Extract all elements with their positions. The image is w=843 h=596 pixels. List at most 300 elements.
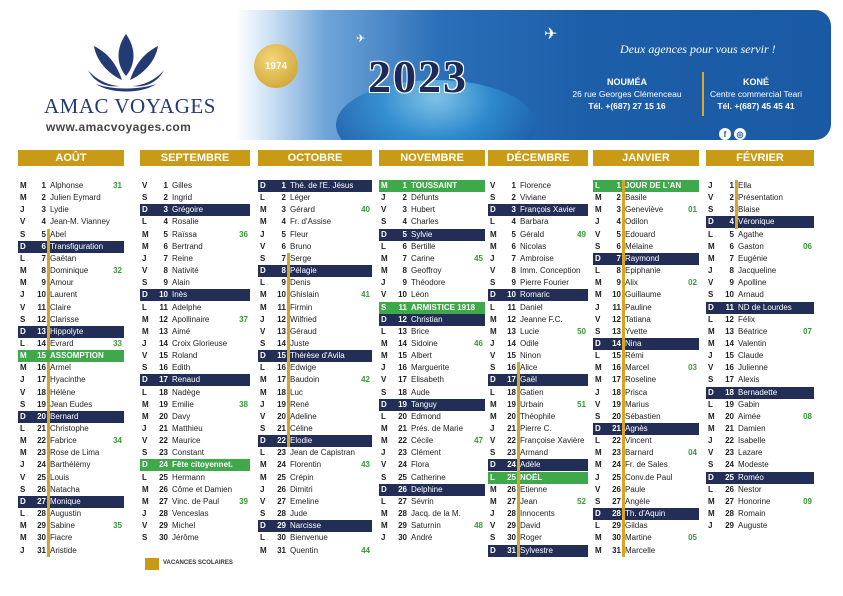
day-row: [258, 374, 372, 386]
day-row: [706, 314, 814, 326]
day-row: [140, 374, 250, 386]
day-row: [258, 229, 372, 241]
day-row: [488, 423, 588, 435]
day-row: [593, 338, 699, 350]
day-number: 5: [729, 229, 734, 239]
weekday-letter: L: [708, 484, 713, 494]
day-number: 29: [725, 521, 734, 531]
saint-name: Denis: [290, 278, 311, 288]
day-number: 11: [612, 302, 621, 312]
weekday-letter: V: [490, 521, 496, 531]
weekday-letter: D: [142, 205, 148, 215]
weekday-letter: M: [260, 302, 267, 312]
day-row: [258, 459, 372, 471]
weekday-letter: D: [20, 411, 26, 421]
day-row: [140, 180, 250, 192]
day-row: [706, 447, 814, 459]
weekday-letter: M: [260, 205, 267, 215]
day-row: [258, 253, 372, 265]
day-number: 30: [37, 533, 46, 543]
week-number: 46: [474, 338, 483, 348]
weekday-letter: S: [381, 302, 387, 312]
saint-name: Léon: [411, 290, 429, 300]
calendar-year: 2023: [368, 51, 468, 102]
week-number: 39: [239, 496, 248, 506]
saint-name: Bienvenue: [290, 533, 328, 543]
weekday-letter: V: [142, 266, 148, 276]
weekday-letter: V: [260, 411, 266, 421]
weekday-letter: L: [708, 314, 713, 324]
day-number: 31: [37, 545, 46, 555]
saint-name: Charles: [411, 217, 439, 227]
day-row: [18, 472, 124, 484]
day-row: [18, 314, 124, 326]
saint-name: Hubert: [411, 205, 436, 215]
day-row: [140, 399, 250, 411]
day-row: [140, 387, 250, 399]
weekday-letter: V: [381, 205, 387, 215]
weekday-letter: M: [708, 424, 715, 433]
saint-name: Côme et Damien: [172, 484, 233, 494]
weekday-letter: M: [708, 509, 715, 519]
weekday-letter: D: [708, 387, 714, 397]
week-number: 37: [239, 314, 248, 324]
weekday-letter: D: [260, 521, 266, 531]
saint-name: Fiacre: [50, 533, 73, 543]
day-row: [379, 326, 485, 338]
weekday-letter: S: [490, 193, 496, 203]
saint-name: Saturnin: [411, 521, 441, 531]
weekday-letter: V: [708, 278, 714, 288]
day-row: [593, 508, 699, 520]
office-phone: Tél. +(687) 27 15 16: [588, 101, 666, 111]
day-row: [379, 459, 485, 471]
school-holiday-bar: [622, 180, 625, 557]
weekday-letter: J: [490, 424, 495, 433]
day-number: 18: [159, 387, 168, 397]
saint-name: Michel: [172, 521, 196, 531]
day-number: 18: [507, 387, 516, 397]
saint-name: Albert: [411, 351, 432, 361]
weekday-letter: J: [260, 229, 265, 239]
day-number: 24: [159, 460, 168, 470]
week-number: 52: [577, 496, 586, 506]
saint-name: Edouard: [625, 229, 656, 239]
day-row: [488, 180, 588, 192]
month-header: NOVEMBRE: [379, 150, 485, 166]
weekday-letter: V: [595, 314, 601, 324]
saint-name: Brice: [411, 326, 430, 336]
day-row: [140, 459, 250, 471]
day-number: 21: [612, 424, 621, 433]
weekday-letter: D: [260, 266, 266, 276]
weekday-letter: J: [381, 193, 386, 203]
day-number: 7: [281, 253, 286, 263]
saint-name: Marcel: [625, 363, 650, 373]
day-number: 2: [41, 193, 46, 203]
weekday-letter: M: [260, 545, 267, 555]
day-number: 3: [616, 205, 621, 215]
day-row: [140, 447, 250, 459]
weekday-letter: M: [260, 387, 267, 397]
day-number: 17: [612, 375, 621, 385]
weekday-letter: M: [595, 448, 602, 458]
weekday-letter: S: [490, 363, 496, 373]
day-row: [593, 229, 699, 241]
day-row: [593, 411, 699, 423]
weekday-letter: M: [708, 253, 715, 263]
day-number: 6: [402, 241, 407, 251]
day-row: [140, 532, 250, 544]
day-number: 3: [281, 205, 286, 215]
weekday-letter: L: [260, 363, 265, 373]
saint-name: Gaston: [738, 241, 764, 251]
day-number: 6: [616, 241, 621, 251]
day-row: [379, 532, 485, 544]
saint-name: Céline: [290, 424, 313, 433]
day-row: [488, 229, 588, 241]
weekday-letter: D: [595, 424, 601, 433]
day-number: 30: [612, 533, 621, 543]
saint-name: Ella: [738, 181, 752, 190]
day-number: 12: [159, 314, 168, 324]
day-number: 13: [277, 326, 286, 336]
saint-name: André: [411, 533, 433, 543]
day-row: [258, 484, 372, 496]
day-row: [18, 326, 124, 338]
day-row: [488, 496, 588, 508]
weekday-letter: J: [595, 217, 600, 227]
saint-name: Julien Eymard: [50, 193, 101, 203]
saint-name: Pauline: [625, 302, 652, 312]
day-number: 22: [612, 436, 621, 446]
saint-name: Vinc. de Paul: [172, 496, 219, 506]
day-row: [706, 241, 814, 253]
day-number: 20: [612, 411, 621, 421]
day-row: [140, 302, 250, 314]
week-number: 32: [113, 266, 122, 276]
weekday-letter: J: [20, 290, 25, 300]
day-row: [140, 520, 250, 532]
day-number: 13: [398, 326, 407, 336]
saint-name: Elodie: [290, 436, 313, 446]
weekday-letter: L: [381, 496, 386, 506]
saint-name: Agnès: [625, 424, 648, 433]
saint-name: Laurent: [50, 290, 78, 300]
day-row: [706, 338, 814, 350]
week-number: 06: [803, 241, 812, 251]
week-number: 50: [577, 326, 586, 336]
day-number: 23: [507, 448, 516, 458]
day-row: [140, 423, 250, 435]
day-row: [140, 241, 250, 253]
day-number: 16: [725, 363, 734, 373]
day-number: 21: [37, 424, 46, 433]
office-name: NOUMÉA: [607, 77, 647, 87]
saint-name: Emeline: [290, 496, 319, 506]
day-number: 4: [729, 217, 734, 227]
saint-name: Delphine: [411, 484, 443, 494]
day-number: 22: [159, 436, 168, 446]
weekday-letter: V: [381, 290, 387, 300]
saint-name: Geoffroy: [411, 266, 442, 276]
week-number: 31: [113, 181, 122, 190]
saint-name: Evrard: [50, 338, 74, 348]
weekday-letter: J: [595, 302, 600, 312]
weekday-letter: L: [595, 181, 600, 190]
day-number: 5: [511, 229, 516, 239]
day-row: [18, 520, 124, 532]
day-number: 23: [398, 448, 407, 458]
saint-name: Daniel: [520, 302, 543, 312]
day-row: [258, 532, 372, 544]
weekday-letter: V: [260, 241, 266, 251]
weekday-letter: S: [142, 363, 148, 373]
day-number: 15: [159, 351, 168, 361]
weekday-letter: M: [20, 181, 27, 190]
day-number: 3: [163, 205, 168, 215]
day-number: 13: [725, 326, 734, 336]
day-row: [379, 180, 485, 192]
saint-name: Gatien: [520, 387, 544, 397]
saint-name: Hélène: [50, 387, 76, 397]
day-row: [379, 520, 485, 532]
saint-name: Quentin: [290, 545, 319, 555]
day-row: [18, 204, 124, 216]
day-row: [593, 374, 699, 386]
day-number: 1: [163, 181, 168, 190]
saint-name: Grégoire: [172, 205, 204, 215]
day-number: 1: [616, 181, 621, 190]
week-number: 41: [361, 290, 370, 300]
week-number: 09: [803, 496, 812, 506]
day-row: [18, 532, 124, 544]
weekday-letter: M: [595, 363, 602, 373]
weekday-letter: S: [381, 387, 387, 397]
weekday-letter: J: [20, 205, 25, 215]
weekday-letter: D: [595, 338, 601, 348]
saint-name: Luc: [290, 387, 303, 397]
day-number: 9: [163, 278, 168, 288]
day-row: [488, 277, 588, 289]
day-row: [488, 472, 588, 484]
weekday-letter: M: [260, 472, 267, 482]
day-row: [258, 435, 372, 447]
saint-name: Epiphanie: [625, 266, 661, 276]
day-row: [379, 192, 485, 204]
day-row: [258, 204, 372, 216]
saint-name: Florentin: [290, 460, 322, 470]
saint-name: Jean Eudes: [50, 399, 93, 409]
day-number: 7: [163, 253, 168, 263]
saint-name: Blaise: [738, 205, 760, 215]
day-row: [593, 399, 699, 411]
weekday-letter: V: [595, 229, 601, 239]
day-number: 19: [37, 399, 46, 409]
weekday-letter: V: [708, 448, 714, 458]
day-number: 5: [281, 229, 286, 239]
day-number: 21: [507, 424, 516, 433]
day-row: [258, 545, 372, 557]
day-row: [706, 496, 814, 508]
weekday-letter: V: [490, 351, 496, 361]
weekday-letter: M: [142, 399, 149, 409]
header-banner: [16, 10, 831, 140]
weekday-letter: M: [708, 326, 715, 336]
day-row: [379, 508, 485, 520]
weekday-letter: M: [381, 509, 388, 519]
saint-name: Flora: [411, 460, 430, 470]
day-row: [258, 180, 372, 192]
saint-name: Gilles: [172, 181, 193, 190]
day-number: 2: [616, 193, 621, 203]
weekday-letter: D: [381, 484, 387, 494]
saint-name: Amour: [50, 278, 74, 288]
day-number: 11: [398, 302, 407, 312]
saint-name: Armand: [520, 448, 549, 458]
day-row: [18, 545, 124, 557]
weekday-letter: S: [142, 193, 148, 203]
day-row: [258, 399, 372, 411]
saint-name: Baudoin: [290, 375, 320, 385]
day-row: [18, 423, 124, 435]
day-number: 17: [725, 375, 734, 385]
day-row: [18, 484, 124, 496]
day-row: [18, 229, 124, 241]
office-noumea: [556, 76, 698, 112]
day-number: 2: [402, 193, 407, 203]
saint-name: Lucie: [520, 326, 540, 336]
saint-name: Inès: [172, 290, 188, 300]
saint-name: Christian: [411, 314, 443, 324]
day-row: [258, 314, 372, 326]
day-row: [140, 265, 250, 277]
day-number: 14: [725, 338, 734, 348]
saint-name: Sylvestre: [520, 545, 553, 555]
weekday-letter: M: [142, 229, 149, 239]
school-holiday-swatch: [145, 558, 159, 570]
weekday-letter: J: [260, 484, 265, 494]
day-number: 12: [507, 314, 516, 324]
day-number: 27: [37, 496, 46, 506]
instagram-icon[interactable]: ◎: [734, 128, 746, 140]
weekday-letter: M: [20, 533, 27, 543]
day-row: [18, 338, 124, 350]
day-row: [258, 496, 372, 508]
saint-name: Abel: [50, 229, 67, 239]
weekday-letter: L: [260, 448, 265, 458]
saint-name: Jérôme: [172, 533, 199, 543]
saint-name: TOUSSAINT: [411, 181, 458, 190]
day-number: 21: [398, 424, 407, 433]
saint-name: Véronique: [738, 217, 775, 227]
day-number: 6: [41, 241, 46, 251]
saint-name: Claire: [50, 302, 71, 312]
saint-name: Roger: [520, 533, 542, 543]
day-number: 9: [729, 278, 734, 288]
day-row: [258, 411, 372, 423]
day-number: 16: [398, 363, 407, 373]
day-row: [258, 520, 372, 532]
weekday-letter: J: [142, 253, 147, 263]
saint-name: Aristide: [50, 545, 77, 555]
weekday-letter: S: [381, 472, 387, 482]
weekday-letter: L: [595, 266, 600, 276]
day-row: [258, 241, 372, 253]
day-number: 18: [612, 387, 621, 397]
day-number: 1: [729, 181, 734, 190]
saint-name: Barthélémy: [50, 460, 91, 470]
saint-name: Reine: [172, 253, 193, 263]
day-row: [593, 496, 699, 508]
day-row: [379, 435, 485, 447]
day-number: 7: [616, 253, 621, 263]
weekday-letter: M: [490, 229, 497, 239]
day-row: [18, 216, 124, 228]
weekday-letter: S: [595, 241, 601, 251]
month-header: JANVIER: [593, 150, 699, 166]
day-row: [18, 399, 124, 411]
facebook-icon[interactable]: f: [719, 128, 731, 140]
saint-name: Jacqueline: [738, 266, 777, 276]
weekday-letter: D: [142, 375, 148, 385]
week-number: 51: [577, 399, 586, 409]
day-row: [706, 411, 814, 423]
day-number: 26: [612, 484, 621, 494]
day-row: [18, 180, 124, 192]
day-number: 23: [277, 448, 286, 458]
weekday-letter: M: [595, 545, 602, 555]
day-row: [18, 374, 124, 386]
day-row: [706, 180, 814, 192]
saint-name: Ambroise: [520, 253, 554, 263]
day-number: 18: [277, 387, 286, 397]
saint-name: Juste: [290, 338, 310, 348]
weekday-letter: J: [708, 181, 713, 190]
day-row: [488, 338, 588, 350]
day-number: 14: [507, 338, 516, 348]
saint-name: Bernadette: [738, 387, 778, 397]
day-row: [706, 326, 814, 338]
weekday-letter: L: [490, 387, 495, 397]
weekday-letter: V: [490, 436, 496, 446]
saint-name: Transfiguration: [50, 241, 104, 251]
saint-name: Cécile: [411, 436, 434, 446]
weekday-letter: V: [490, 266, 496, 276]
day-number: 1: [41, 181, 46, 190]
weekday-letter: S: [260, 509, 266, 519]
day-row: [488, 362, 588, 374]
day-number: 31: [507, 545, 516, 555]
saint-name: Urbain: [520, 399, 544, 409]
day-row: [379, 241, 485, 253]
tagline: Deux agences pour vous servir !: [620, 42, 776, 56]
day-row: [140, 314, 250, 326]
day-number: 20: [725, 411, 734, 421]
day-row: [706, 374, 814, 386]
day-number: 12: [398, 314, 407, 324]
day-number: 2: [163, 193, 168, 203]
saint-name: Valentin: [738, 338, 767, 348]
school-holiday-bar: [47, 229, 50, 351]
day-number: 5: [402, 229, 407, 239]
weekday-letter: S: [20, 229, 26, 239]
weekday-letter: V: [20, 302, 26, 312]
day-row: [18, 447, 124, 459]
weekday-letter: S: [708, 205, 714, 215]
day-number: 14: [398, 338, 407, 348]
website-link[interactable]: www.amacvoyages.com: [46, 120, 192, 134]
